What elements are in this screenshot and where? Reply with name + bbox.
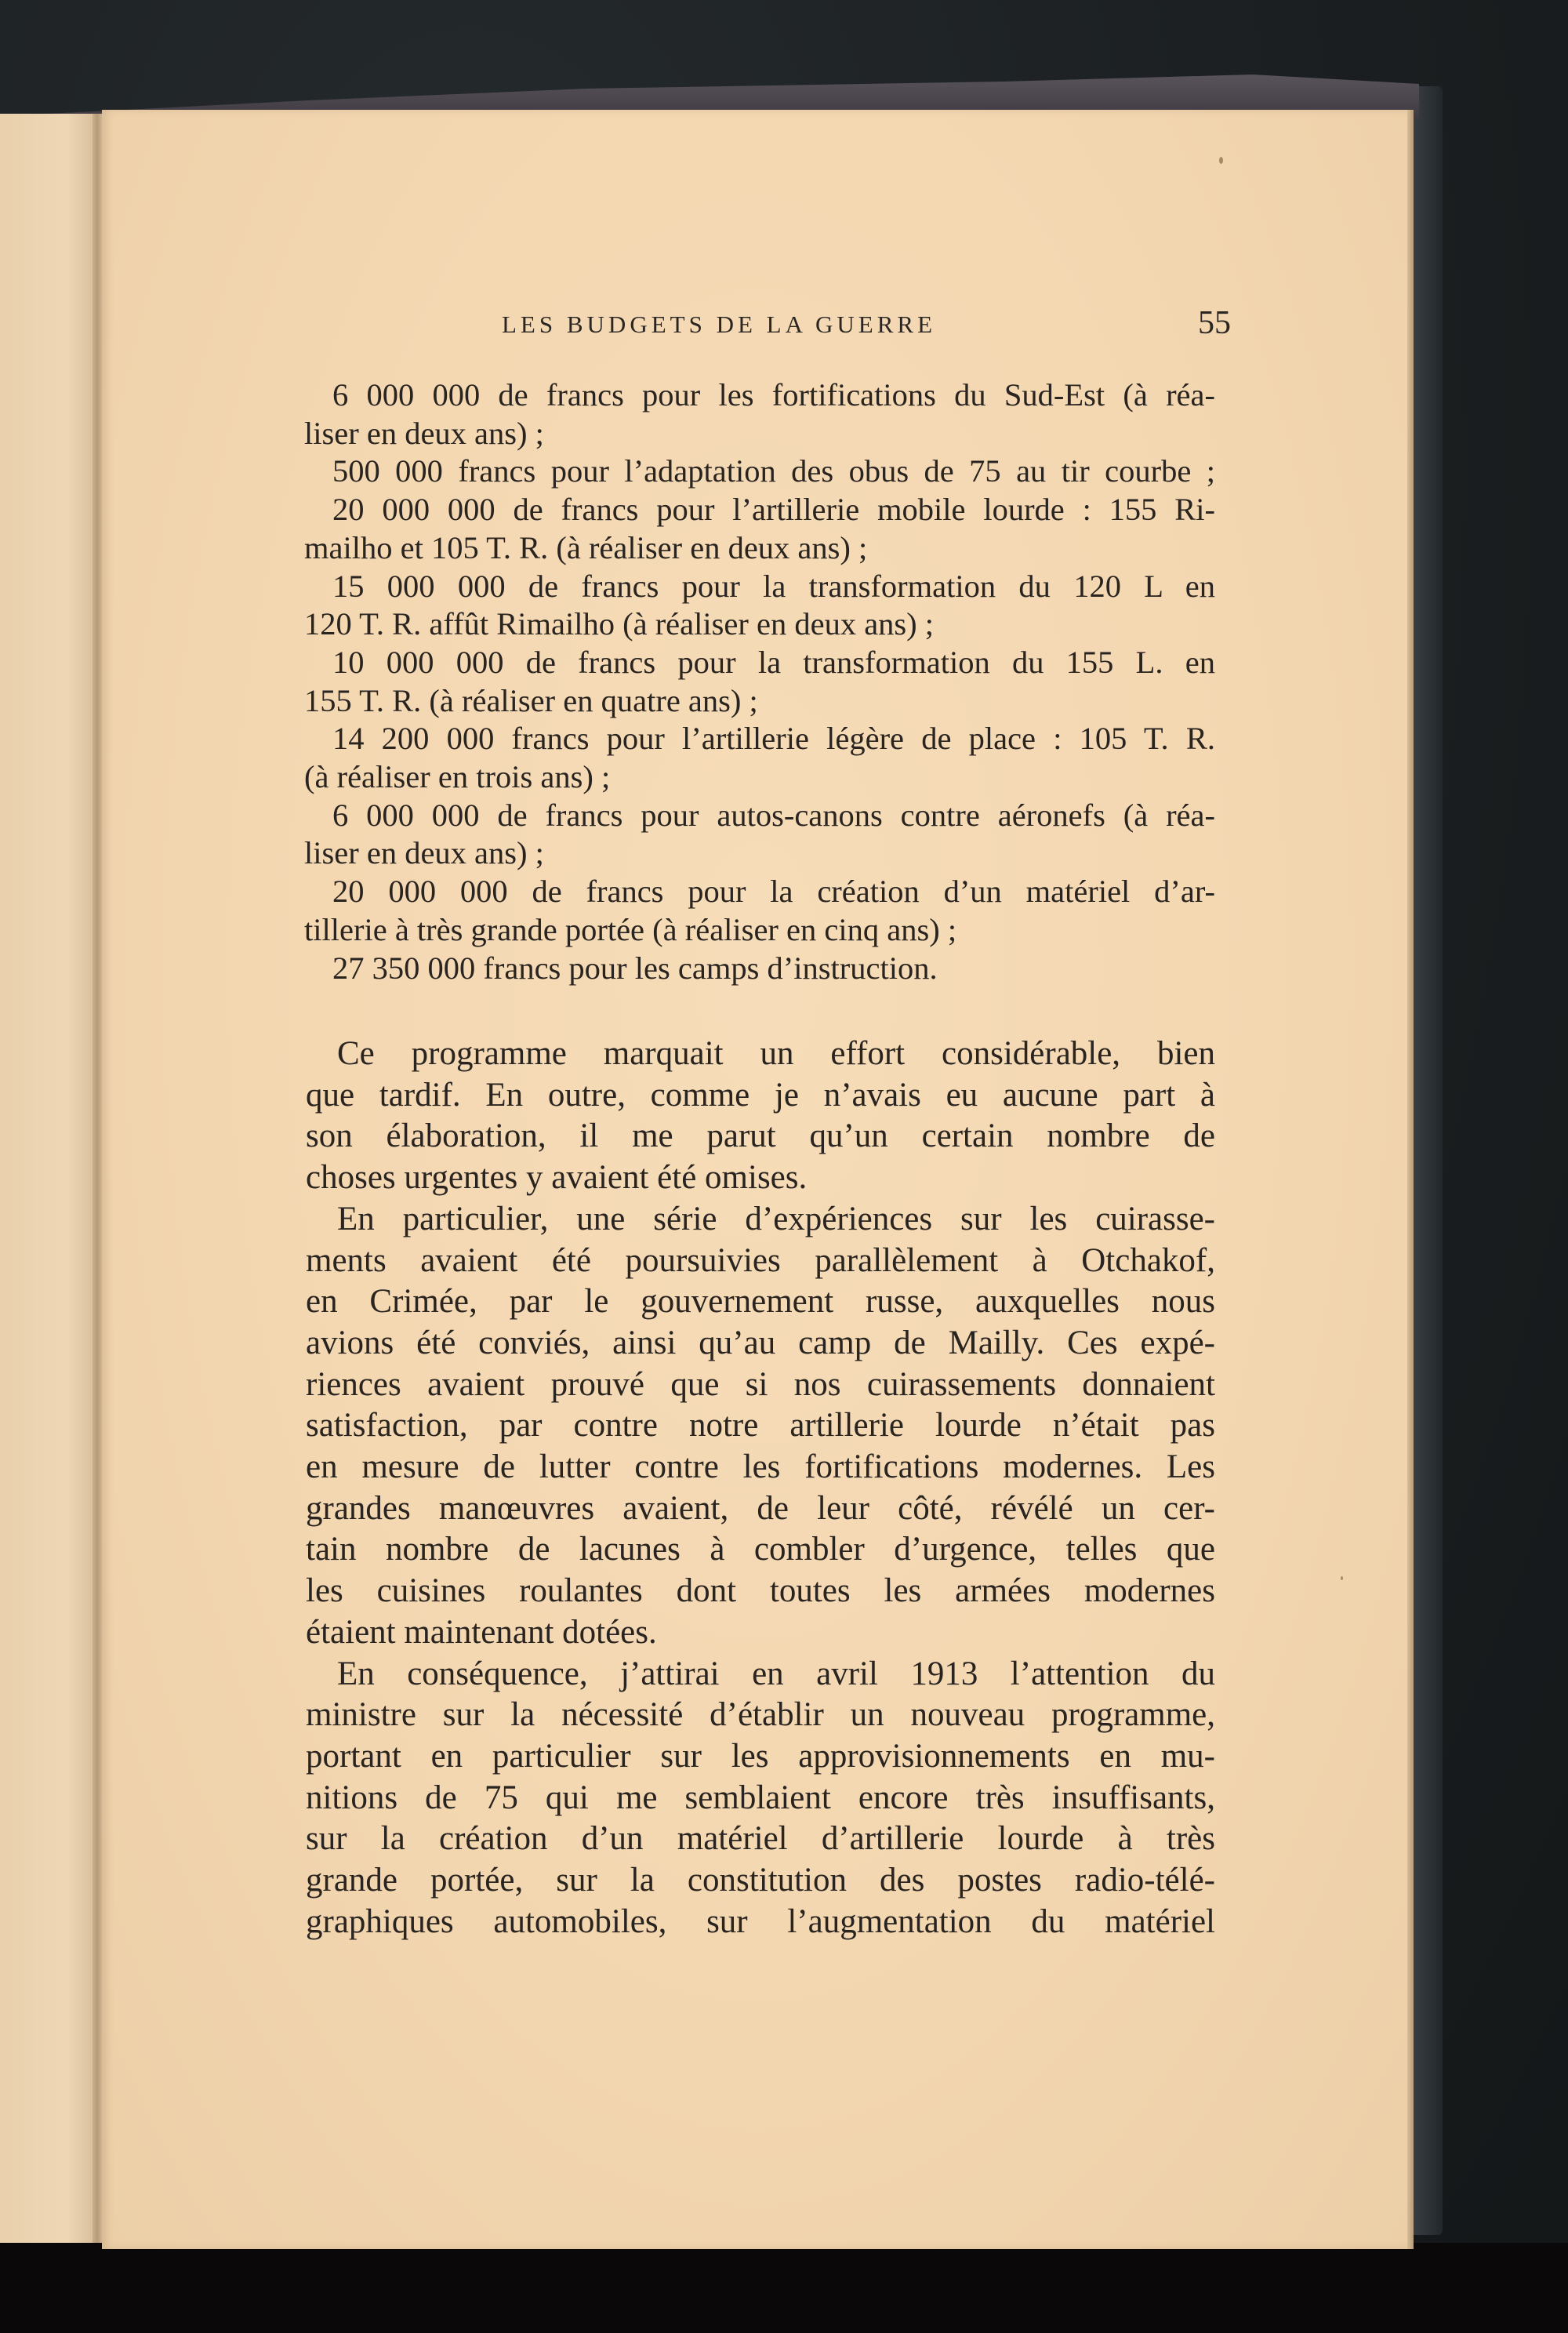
paper-speck [1341, 1576, 1343, 1580]
text-line: portant en particulier sur les approvisionnements en mu- [306, 1737, 1215, 1775]
scan-background-bottom [0, 2243, 1568, 2333]
text-line: ministre sur la nécessité d’établir un nouveau programme, [306, 1696, 1215, 1734]
text-line: liser en deux ans) ; [304, 415, 544, 451]
text-line: sur la création d’un matériel d’artillerie lourde à très [306, 1820, 1215, 1858]
text-line: En conséquence, j’attirai en avril 1913 l’attention du [337, 1655, 1215, 1692]
text-line: tillerie à très grande portée (à réaliser en cinq ans) ; [304, 911, 957, 947]
text-line: 6 000 000 de francs pour les fortifications du Sud-Est (à réa- [332, 377, 1215, 412]
page-edge [1407, 110, 1414, 2249]
paper-speck [1219, 157, 1223, 164]
text-line: grande portée, sur la constitution des postes radio-télé- [306, 1862, 1215, 1899]
text-line: riences avaient prouvé que si nos cuirassements donnaient [306, 1365, 1215, 1403]
text-line: avions été conviés, ainsi qu’au camp de Mailly. Ces expé- [306, 1324, 1215, 1361]
text-line: mailho et 105 T. R. (à réaliser en deux ans) ; [304, 529, 868, 565]
body-text [276, 1034, 1215, 1942]
text-line: satisfaction, par contre notre artillerie lourde n’était pas [306, 1407, 1215, 1444]
text-line: 15 000 000 de francs pour la transformation du 120 L en [332, 568, 1215, 604]
text-line: liser en deux ans) ; [304, 835, 544, 871]
running-head [502, 305, 1231, 345]
list-item [276, 644, 1215, 720]
facing-page-edge [0, 114, 96, 2243]
budget-list [276, 376, 1215, 987]
list-item [276, 568, 1215, 644]
text-line: 27 350 000 francs pour les camps d’instruction. [332, 950, 938, 986]
text-line: que tardif. En outre, comme je n’avais eu aucune part à [306, 1076, 1215, 1114]
text-line: En particulier, une série d’expériences sur les cuirasse- [337, 1200, 1215, 1237]
book-cover-edge [1411, 86, 1443, 2235]
text-line: en mesure de lutter contre les fortifications modernes. Les [306, 1448, 1215, 1486]
text-line: 6 000 000 de francs pour autos-canons contre aéronefs (à réa- [332, 797, 1215, 833]
text-line: 10 000 000 de francs pour la transformation du 155 L. en [332, 644, 1215, 680]
paragraph [276, 1034, 1215, 1199]
text-line: son élaboration, il me parut qu’un certain nombre de [306, 1117, 1215, 1155]
text-line: choses urgentes y avaient été omises. [306, 1159, 808, 1197]
running-title: LES BUDGETS DE LA GUERRE [502, 311, 936, 338]
list-item [276, 452, 1215, 491]
text-line: étaient maintenant dotées. [306, 1613, 657, 1651]
text-line: 20 000 000 de francs pour la création d’un matériel d’ar- [332, 874, 1215, 910]
text-line: 500 000 francs pour l’adaptation des obus de 75 au tir courbe ; [332, 453, 1215, 489]
text-line: grandes manœuvres avaient, de leur côté, révélé un cer- [306, 1489, 1215, 1527]
text-line: Ce programme marquait un effort considérable, bien [337, 1035, 1215, 1072]
text-line: les cuisines roulantes dont toutes les armées modernes [306, 1572, 1215, 1610]
list-item [276, 720, 1215, 796]
list-item [276, 873, 1215, 949]
text-line: 14 200 000 francs pour l’artillerie légère de place : 105 T. R. [332, 721, 1215, 757]
text-line: ments avaient été poursuivies parallèlement à Otchakof, [306, 1241, 1215, 1279]
text-line: 120 T. R. affût Rimailho (à réaliser en deux ans) ; [304, 606, 935, 642]
text-line: graphiques automobiles, sur l’augmentation du matériel [306, 1902, 1215, 1940]
list-item [276, 491, 1215, 567]
text-line: nitions de 75 qui me semblaient encore très insuffisants, [306, 1779, 1215, 1816]
list-item [276, 797, 1215, 873]
text-line: 155 T. R. (à réaliser en quatre ans) ; [304, 682, 758, 718]
text-line: en Crimée, par le gouvernement russe, auxquelles nous [306, 1283, 1215, 1321]
paragraph [276, 1654, 1215, 1943]
list-item [276, 376, 1215, 452]
page-number: 55 [1198, 305, 1231, 341]
list-item [276, 950, 1215, 988]
paragraph [276, 1199, 1215, 1654]
text-line: 20 000 000 de francs pour l’artillerie mobile lourde : 155 Ri- [332, 492, 1215, 528]
text-line: tain nombre de lacunes à combler d’urgence, telles que [306, 1531, 1215, 1568]
text-line: (à réaliser en trois ans) ; [304, 759, 611, 795]
